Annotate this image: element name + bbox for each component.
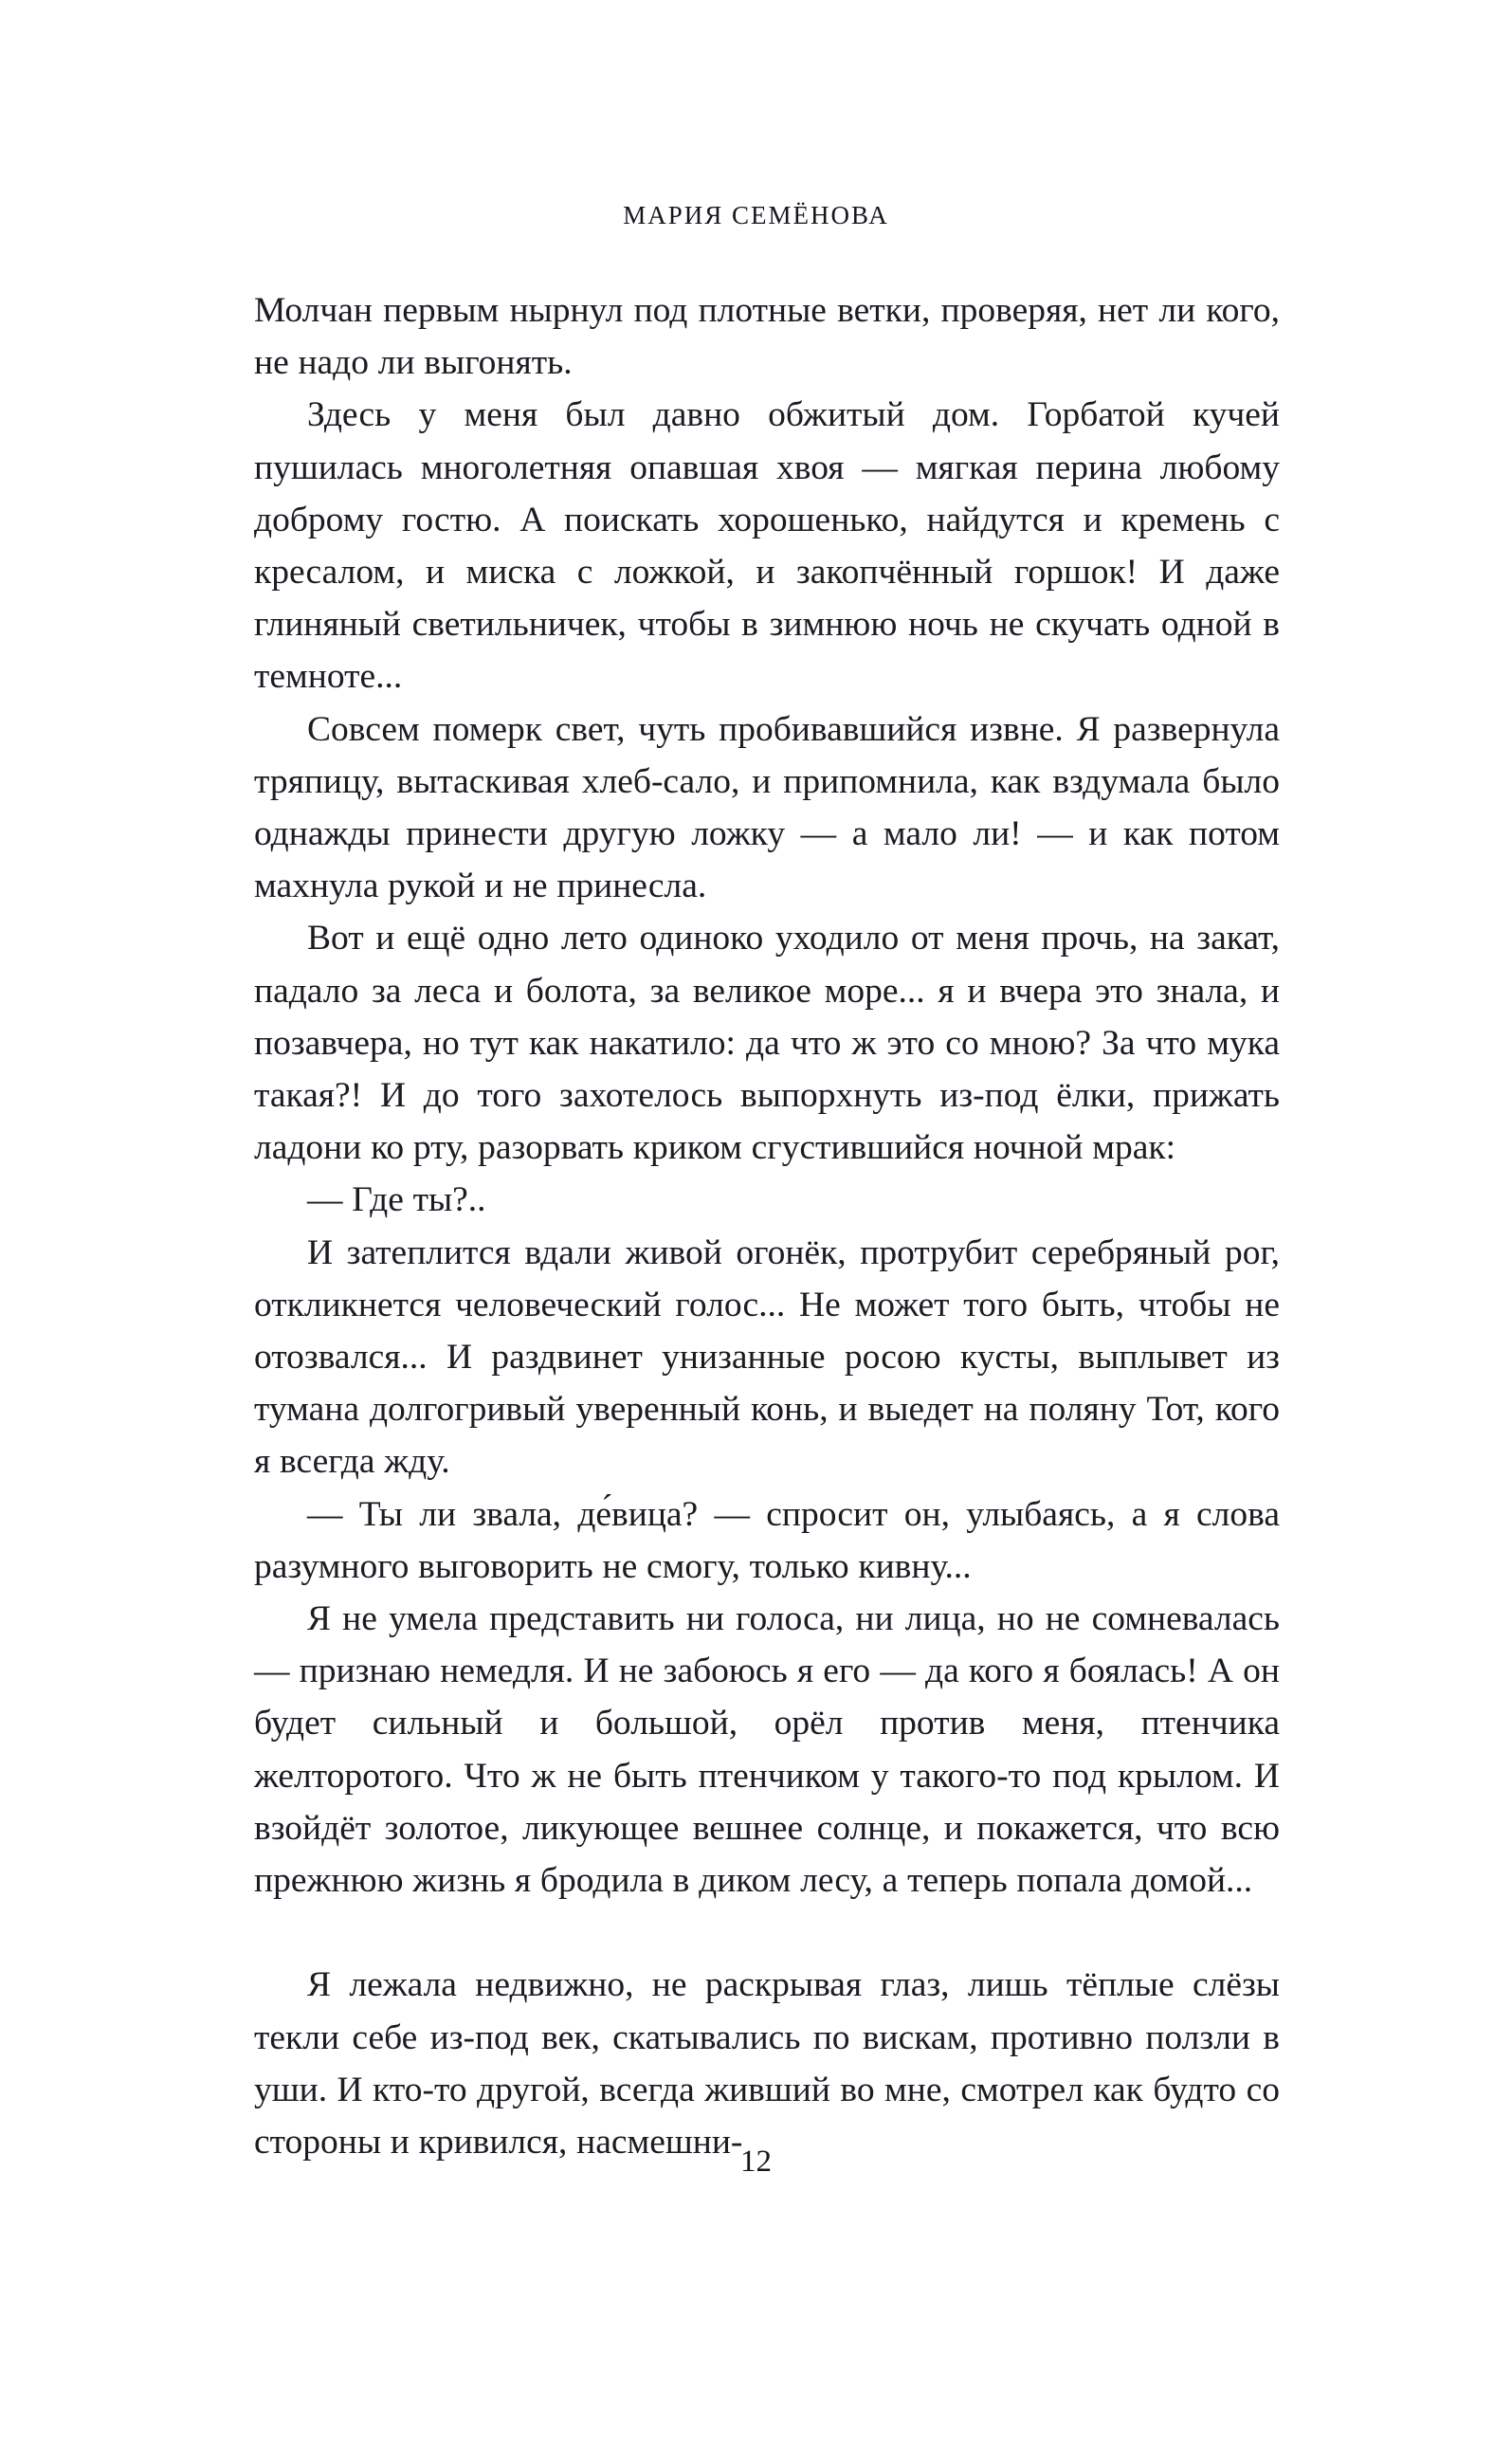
- paragraph-dialog: — Где ты?..: [307, 1180, 486, 1220]
- paragraph: Молчан первым нырнул под плотные ветки, проверяя, нет ли кого, не надо ли выгонять.: [254, 291, 1280, 383]
- running-head: МАРИЯ СЕМЁНОВА: [623, 201, 889, 229]
- body-text: [254, 284, 1280, 2168]
- paragraph: Здесь у меня был давно обжитый дом. Горбатой кучей пушилась многолетняя опавшая хвоя — мягкая перина любому доброму гостю. А поискать хорошенько, найдутся и кремень с кресалом, и миска с ложкой, и закопчённый горшок! И даже глиняный светильничек, чтобы в зимнюю ночь не скучать одной в темноте...: [254, 395, 1280, 697]
- paragraph: Я не умела представить ни голоса, ни лица, но не сомневалась — признаю немедля. И не забоюсь я его — да кого я боялась! А он будет сильный и большой, орёл против меня, птенчика желторотого. Что ж не быть птенчиком у такого-то под крылом. И взойдёт золотое, ликующее вешнее солнце, и покажется, что всю прежнюю жизнь я бродила в диком лесу, а теперь попала домой...: [254, 1599, 1280, 1901]
- paragraph: Я лежала недвижно, не раскрывая глаз, лишь тёплые слёзы текли себе из-под век, скатывались по вискам, противно ползли в уши. И кто-то другой, всегда живший во мне, смотрел как будто со стороны и кривился, насмешни-: [254, 1965, 1280, 2162]
- paragraph: Вот и ещё одно лето одиноко уходило от меня прочь, на закат, падало за леса и болота, за великое море... я и вчера это знала, и позавчера, но тут как накатило: да что ж это со мною? За что мука такая?! И до того захотелось выпорхнуть из-под ёлки, прижать ладони ко рту, разорвать криком сгустившийся ночной мрак:: [254, 919, 1280, 1168]
- paragraph: Совсем померк свет, чуть пробивавшийся извне. Я развернула тряпицу, вытаскивая хлеб-сало, и припомнила, как вздумала было однажды принести другую ложку — а мало ли! — и как потом махнула рукой и не принесла.: [254, 709, 1280, 906]
- paragraph-dialog: — Ты ли звала, де́вица? — спросит он, улыбаясь, а я слова разумного выговорить не смогу, только кивну...: [254, 1494, 1280, 1586]
- page-number: 12: [740, 2145, 772, 2179]
- paragraph: И затеплится вдали живой огонёк, протрубит серебряный рог, откликнется человеческий голос... Не может того быть, чтобы не отозвался... И раздвинет унизанные росою кусты, выплывет из тумана долгогривый уверенный конь, и выедет на поляну Тот, кого я всегда жду.: [254, 1232, 1280, 1482]
